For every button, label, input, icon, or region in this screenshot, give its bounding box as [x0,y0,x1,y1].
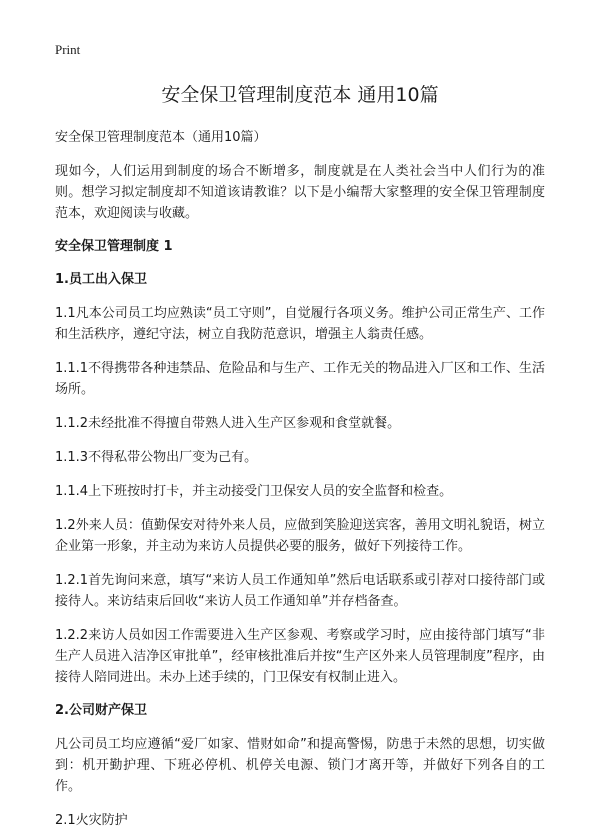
paragraph-1-2-2: 1.2.2来访人员如因工作需要进入生产区参观、考察或学习时，应由接待部门填写“非生产人员进入洁净区审批单”，经审核批准后并按“生产区外来人员管理制度”程序，由接待人陪同进出。未办上述手续的，门卫保安有权制止进入。 [55,628,545,685]
paragraph-1-1-1: 1.1.1不得携带各种违禁品、危险品和与生产、工作无关的物品进入厂区和工作、生活场所。 [55,361,545,397]
print-link[interactable]: Print [55,42,81,57]
paragraph-1-2-1: 1.2.1首先询问来意，填写“来访人员工作通知单”然后电话联系或引荐对口接待部门或接待人。来访结束后回收“来访人员工作通知单”并存档备查。 [55,573,545,609]
paragraph-2: 凡公司员工均应遵循“爱厂如家、惜财如命”和提高警惕，防患于未然的思想，切实做到：机开勤护理、下班必停机、机停关电源、锁门才离开等，并做好下列各自的工作。 [55,737,545,794]
paragraph-1-2: 1.2外来人员：值勤保安对待外来人员，应做到笑脸迎送宾客，善用文明礼貌语，树立企业第一形象，并主动为来访人员提供必要的服务，做好下列接待工作。 [55,518,545,554]
intro-paragraph: 现如今，人们运用到制度的场合不断增多，制度就是在人类社会当中人们行为的准则。想学习拟定制度却不知道该请教谁？以下是小编帮大家整理的安全保卫管理制度范本，欢迎阅读与收藏。 [55,164,545,221]
section-title-1: 安全保卫管理制度 1 [55,239,173,254]
heading-staff-access: 1.员工出入保卫 [55,272,147,287]
document-title: 安全保卫管理制度范本 通用10篇 [161,84,439,106]
paragraph-2-1: 2.1火灾防护 [55,813,128,828]
paragraph-1-1-3: 1.1.3不得私带公物出厂变为己有。 [55,450,258,465]
paragraph-1-1: 1.1凡本公司员工均应熟读“员工守则”，自觉履行各项义务。维护公司正常生产、工作和生活秩序，遵纪守法，树立自我防范意识，增强主人翁责任感。 [55,306,545,342]
heading-property-security: 2.公司财产保卫 [55,703,147,718]
paragraph-1-1-4: 1.1.4上下班按时打卡，并主动接受门卫保安人员的安全监督和检查。 [55,484,453,499]
paragraph-1-1-2: 1.1.2未经批准不得擅自带熟人进入生产区参观和食堂就餐。 [55,416,401,431]
document-subtitle: 安全保卫管理制度范本（通用10篇） [55,130,267,145]
